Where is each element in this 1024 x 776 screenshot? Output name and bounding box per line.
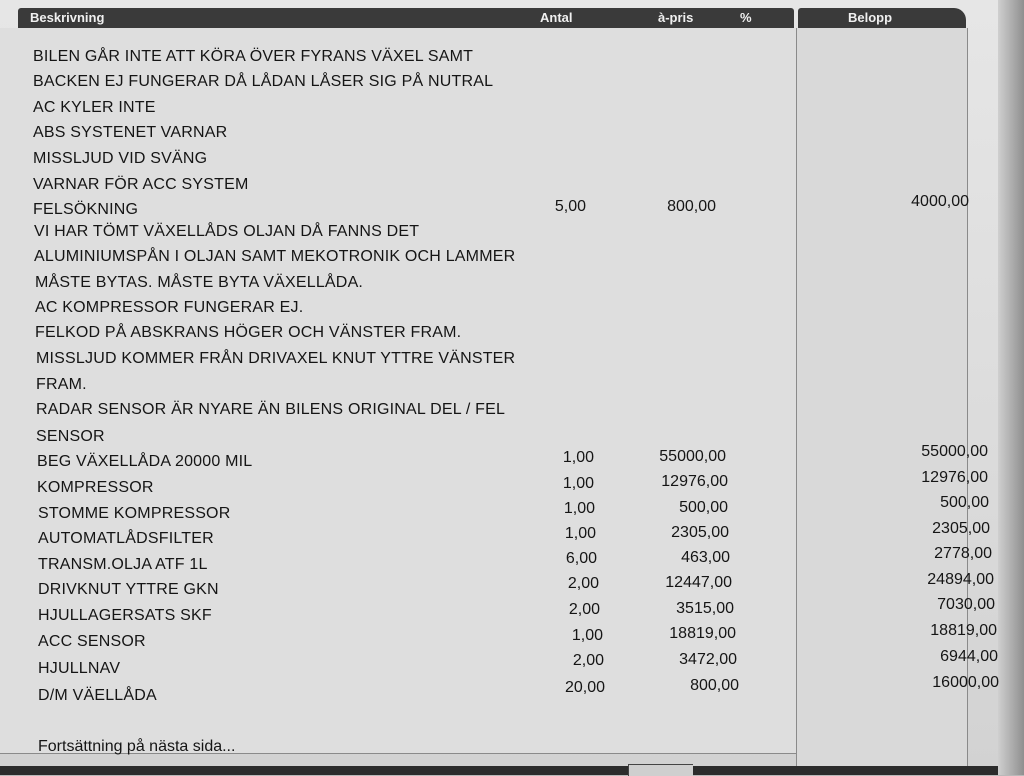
item-antal: 1,00 [571, 627, 603, 644]
continuation-note: Fortsättning på nästa sida... [38, 738, 236, 755]
bottom-box-edge [628, 764, 693, 776]
finding-line: MISSLJUD KOMMER FRÅN DRIVAXEL KNUT YTTRE VÄNSTER [36, 350, 516, 367]
finding-line: RADAR SENSOR ÄR NYARE ÄN BILENS ORIGINAL DEL / FEL [36, 401, 506, 418]
note-line: BACKEN EJ FUNGERAR DÅ LÅDAN LÅSER SIG PÅ NUTRAL [33, 73, 494, 90]
felsokning-antal: 5,00 [554, 198, 586, 215]
item-belopp: 16000,00 [932, 674, 999, 691]
header-percent: % [740, 10, 752, 25]
felsokning-description: FELSÖKNING [33, 201, 139, 218]
finding-line: AC KOMPRESSOR FUNGERAR EJ. [35, 299, 304, 316]
item-belopp: 2305,00 [932, 520, 990, 537]
item-belopp: 6944,00 [940, 648, 998, 665]
item-antal: 1,00 [564, 525, 596, 542]
item-apris: 12976,00 [661, 473, 728, 490]
item-belopp: 2778,00 [934, 545, 992, 562]
item-description: HJULLNAV [38, 660, 121, 677]
item-antal: 6,00 [565, 550, 597, 567]
header-antal: Antal [540, 10, 573, 25]
item-apris: 3515,00 [676, 600, 734, 617]
item-belopp: 24894,00 [927, 571, 994, 588]
column-header-belopp-bar [798, 8, 966, 28]
item-apris: 12447,00 [665, 574, 732, 591]
item-description: AUTOMATLÅDSFILTER [38, 530, 214, 547]
item-description: TRANSM.OLJA ATF 1L [38, 556, 208, 573]
item-belopp: 500,00 [940, 494, 989, 511]
item-belopp: 7030,00 [937, 596, 995, 613]
item-description: STOMME KOMPRESSOR [38, 505, 231, 522]
item-antal: 20,00 [564, 679, 605, 696]
item-description: BEG VÄXELLÅDA 20000 MIL [37, 453, 253, 470]
finding-line: MÅSTE BYTAS. MÅSTE BYTA VÄXELLÅDA. [35, 274, 364, 291]
item-description: HJULLAGERSATS SKF [38, 607, 212, 624]
note-line: ABS SYSTENET VARNAR [33, 124, 228, 141]
item-description: KOMPRESSOR [37, 479, 154, 496]
item-belopp: 12976,00 [921, 469, 988, 486]
finding-line: ALUMINIUMSPÅN I OLJAN SAMT MEKOTRONIK OCH LAMMER [34, 248, 516, 265]
item-antal: 1,00 [563, 500, 595, 517]
item-antal: 1,00 [562, 449, 594, 466]
finding-line: VI HAR TÖMT VÄXELLÅDS OLJAN DÅ FANNS DET [34, 223, 420, 240]
paper-edge [998, 0, 1024, 775]
item-description: ACC SENSOR [38, 633, 146, 650]
felsokning-apris: 800,00 [667, 198, 716, 215]
item-apris: 800,00 [690, 677, 739, 694]
note-line: BILEN GÅR INTE ATT KÖRA ÖVER FYRANS VÄXEL SAMT [33, 48, 474, 65]
note-line: AC KYLER INTE [33, 99, 156, 116]
item-description: DRIVKNUT YTTRE GKN [38, 581, 219, 598]
header-apris: à-pris [658, 10, 694, 25]
item-apris: 18819,00 [669, 625, 736, 642]
item-apris: 55000,00 [659, 448, 726, 465]
item-apris: 500,00 [679, 499, 728, 516]
item-antal: 2,00 [568, 601, 600, 618]
item-description: D/M VÄELLÅDA [38, 687, 157, 704]
header-beskrivning: Beskrivning [30, 10, 105, 25]
item-belopp: 55000,00 [921, 443, 988, 460]
item-apris: 3472,00 [679, 651, 737, 668]
item-belopp: 18819,00 [930, 622, 997, 639]
bottom-bar [0, 766, 998, 775]
finding-line: FELKOD PÅ ABSKRANS HÖGER OCH VÄNSTER FRAM. [35, 324, 462, 341]
item-antal: 1,00 [562, 475, 594, 492]
column-header-bar [18, 8, 794, 28]
item-apris: 2305,00 [671, 524, 729, 541]
felsokning-belopp: 4000,00 [911, 193, 969, 210]
header-belopp: Belopp [848, 10, 893, 25]
finding-line: FRAM. [36, 376, 87, 393]
item-antal: 2,00 [572, 652, 604, 669]
finding-line: SENSOR [36, 428, 105, 445]
item-apris: 463,00 [681, 549, 730, 566]
note-line: VARNAR FÖR ACC SYSTEM [33, 176, 249, 193]
item-antal: 2,00 [567, 575, 599, 592]
note-line: MISSLJUD VID SVÄNG [33, 150, 208, 167]
